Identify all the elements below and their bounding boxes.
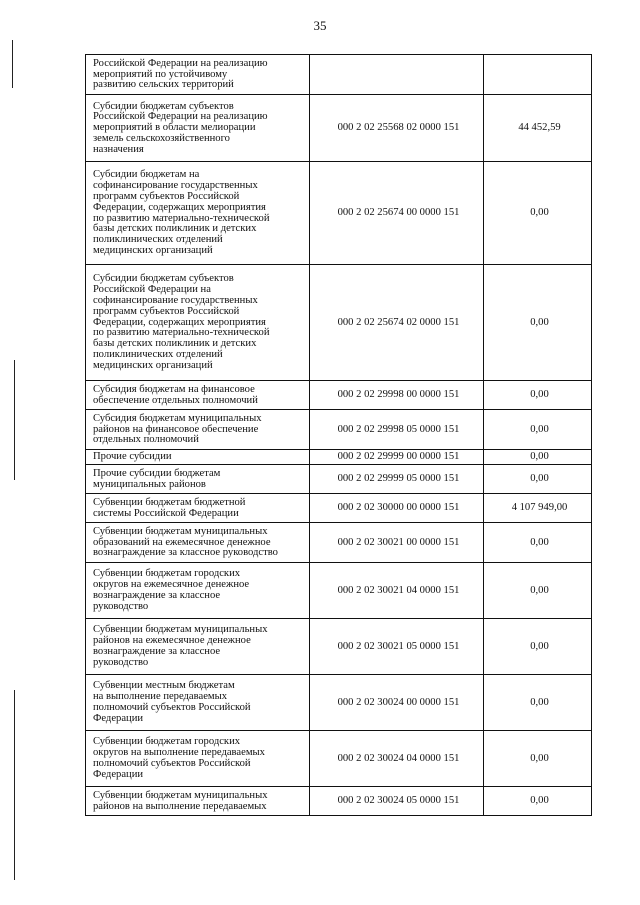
row-code — [310, 55, 484, 95]
row-name: Субсидии бюджетам субъектов Российской Федерации на реализацию мероприятий в области мелиорации земель сельскохозяйственного назначения — [86, 95, 310, 162]
row-amount: 0,00 — [484, 787, 592, 816]
row-amount: 44 452,59 — [484, 95, 592, 162]
row-code: 000 2 02 30021 05 0000 151 — [310, 619, 484, 675]
row-amount — [484, 55, 592, 95]
table-row — [86, 675, 592, 731]
row-name: Субвенции бюджетам городских округов на ежемесячное денежное вознаграждение за классное руководство — [86, 563, 310, 619]
row-amount: 0,00 — [484, 523, 592, 563]
row-amount: 0,00 — [484, 265, 592, 381]
row-code: 000 2 02 29998 05 0000 151 — [310, 410, 484, 450]
row-name: Субвенции бюджетам муниципальных районов на ежемесячное денежное вознаграждение за классное руководство — [86, 619, 310, 675]
row-amount: 0,00 — [484, 162, 592, 265]
row-name: Субвенции бюджетам муниципальных районов на выполнение передаваемых — [86, 787, 310, 816]
table-row — [86, 55, 592, 95]
table-row — [86, 787, 592, 816]
row-name: Субвенции бюджетам городских округов на выполнение передаваемых полномочий субъектов Российской Федерации — [86, 731, 310, 787]
row-code: 000 2 02 25674 02 0000 151 — [310, 265, 484, 381]
row-code: 000 2 02 30024 00 0000 151 — [310, 675, 484, 731]
table-row — [86, 731, 592, 787]
row-code: 000 2 02 30021 00 0000 151 — [310, 523, 484, 563]
row-name: Субвенции бюджетам муниципальных образований на ежемесячное денежное вознаграждение за классное руководство — [86, 523, 310, 563]
row-name: Субсидии бюджетам на софинансирование государственных программ субъектов Российской Федерации, содержащих мероприятия по развитию материально-технической базы детских поликлиник и детских поликлинических отделений медицинских организаций — [86, 162, 310, 265]
row-name: Прочие субсидии — [86, 450, 310, 465]
row-amount: 0,00 — [484, 465, 592, 494]
table-row — [86, 465, 592, 494]
row-amount: 0,00 — [484, 619, 592, 675]
table-row — [86, 563, 592, 619]
row-code: 000 2 02 29998 00 0000 151 — [310, 381, 484, 410]
row-code: 000 2 02 25568 02 0000 151 — [310, 95, 484, 162]
row-code: 000 2 02 29999 00 0000 151 — [310, 450, 484, 465]
row-code: 000 2 02 29999 05 0000 151 — [310, 465, 484, 494]
table-row — [86, 95, 592, 162]
row-name: Субсидия бюджетам муниципальных районов на финансовое обеспечение отдельных полномочий — [86, 410, 310, 450]
table-row — [86, 410, 592, 450]
table-row — [86, 494, 592, 523]
row-code: 000 2 02 30024 05 0000 151 — [310, 787, 484, 816]
table-row — [86, 523, 592, 563]
row-amount: 0,00 — [484, 450, 592, 465]
row-name: Субвенции бюджетам бюджетной системы Российской Федерации — [86, 494, 310, 523]
row-code: 000 2 02 30021 04 0000 151 — [310, 563, 484, 619]
row-name: Прочие субсидии бюджетам муниципальных районов — [86, 465, 310, 494]
row-code: 000 2 02 25674 00 0000 151 — [310, 162, 484, 265]
row-name: Российской Федерации на реализацию мероприятий по устойчивому развитию сельских территорий — [86, 55, 310, 95]
row-amount: 0,00 — [484, 563, 592, 619]
row-amount: 0,00 — [484, 381, 592, 410]
scan-edge-line-top — [12, 40, 13, 88]
row-amount: 4 107 949,00 — [484, 494, 592, 523]
scan-edge-line-middle — [14, 360, 15, 480]
row-name: Субвенции местным бюджетам на выполнение передаваемых полномочий субъектов Российской Федерации — [86, 675, 310, 731]
table-row — [86, 381, 592, 410]
row-name: Субсидии бюджетам субъектов Российской Федерации на софинансирование государственных программ субъектов Российской Федерации, содержащих мероприятия по развитию материально-технической базы детских поликлиник и детских поликлинических отделений медицинских организаций — [86, 265, 310, 381]
row-amount: 0,00 — [484, 675, 592, 731]
row-name: Субсидия бюджетам на финансовое обеспечение отдельных полномочий — [86, 381, 310, 410]
table-row — [86, 450, 592, 465]
table-row — [86, 619, 592, 675]
page-number: 35 — [313, 18, 327, 33]
table-row — [86, 162, 592, 265]
table-row — [86, 265, 592, 381]
row-amount: 0,00 — [484, 731, 592, 787]
budget-revenue-table — [85, 54, 592, 816]
row-amount: 0,00 — [484, 410, 592, 450]
row-code: 000 2 02 30024 04 0000 151 — [310, 731, 484, 787]
scan-edge-line-bottom — [14, 690, 15, 880]
row-code: 000 2 02 30000 00 0000 151 — [310, 494, 484, 523]
